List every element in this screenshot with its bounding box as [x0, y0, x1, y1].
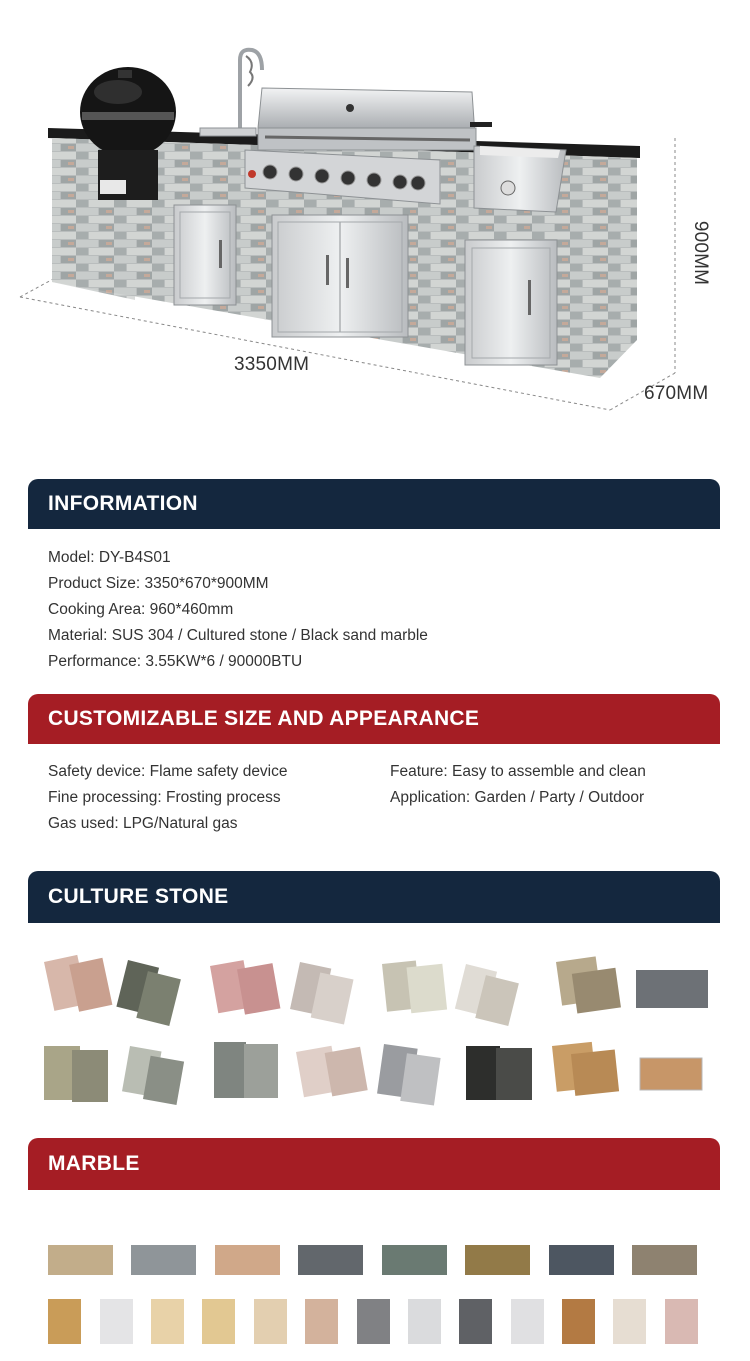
customizable-left-list: [48, 759, 288, 837]
information-list: [48, 545, 428, 675]
stone-swatch: [556, 954, 621, 1016]
list-item: Feature: Easy to assemble and clean: [390, 763, 646, 780]
marble-swatch: [151, 1299, 184, 1344]
list-item: Model: DY-B4S01: [48, 549, 171, 566]
stone-swatch: [296, 1041, 368, 1101]
right-cabinet-door: [465, 240, 557, 365]
list-item: Product Size: 3350*670*900MM: [48, 575, 269, 592]
marble-swatch: [100, 1299, 133, 1344]
marble-swatch: [665, 1299, 698, 1344]
customizable-title: CUSTOMIZABLE SIZE AND APPEARANCE: [48, 707, 480, 730]
marble-swatch: [408, 1299, 441, 1344]
information-header: [28, 479, 720, 529]
list-item: Performance: 3.55KW*6 / 90000BTU: [48, 653, 303, 670]
stone-swatch: [552, 1040, 619, 1098]
marble-swatches: [0, 1240, 750, 1350]
marble-swatch: [305, 1299, 338, 1344]
marble-swatch: [549, 1245, 614, 1275]
marble-swatch: [254, 1299, 287, 1344]
marble-swatch: [632, 1245, 697, 1275]
stone-swatch: [115, 960, 182, 1026]
marble-swatch: [459, 1299, 492, 1344]
marble-swatch: [357, 1299, 390, 1344]
list-item: Fine processing: Frosting process: [48, 789, 281, 806]
marble-swatch: [382, 1245, 447, 1275]
list-item: Cooking Area: 960*460mm: [48, 601, 234, 618]
marble-swatch: [562, 1299, 595, 1344]
stone-swatch: [121, 1046, 185, 1105]
culture-stone-header: [28, 871, 720, 923]
stone-swatch: [466, 1046, 532, 1100]
marble-swatch: [465, 1245, 530, 1275]
stone-swatch: [636, 970, 708, 1008]
marble-swatch: [511, 1299, 544, 1344]
length-dimension-label: 3350MM: [234, 354, 310, 375]
marble-swatch: [202, 1299, 235, 1344]
stone-swatch: [289, 962, 355, 1025]
marble-header: [28, 1138, 720, 1190]
stone-swatch: [44, 950, 112, 1017]
marble-swatch: [298, 1245, 363, 1275]
stone-swatch: [214, 1042, 278, 1098]
height-dimension-label: 900MM: [690, 220, 712, 286]
depth-dimension-label: 670MM: [644, 383, 709, 404]
marble-swatch: [131, 1245, 196, 1275]
list-item: Application: Garden / Party / Outdoor: [390, 789, 645, 806]
stone-swatch: [210, 955, 280, 1019]
marble-title: MARBLE: [48, 1152, 140, 1175]
marble-swatch: [215, 1245, 280, 1275]
stone-swatch: [382, 958, 447, 1016]
marble-swatch: [48, 1299, 81, 1344]
stone-swatch: [454, 964, 520, 1026]
culture-stone-swatches: [0, 950, 750, 1110]
outdoor-kitchen-illustration: [0, 0, 750, 440]
left-cabinet-door: [174, 205, 236, 305]
information-title: INFORMATION: [48, 492, 198, 515]
list-item: Material: SUS 304 / Cultured stone / Black sand marble: [48, 627, 428, 644]
stone-swatch: [640, 1058, 702, 1090]
marble-swatch: [613, 1299, 646, 1344]
list-item: Gas used: LPG/Natural gas: [48, 815, 238, 832]
stone-swatch: [44, 1046, 108, 1102]
customizable-right-list: [390, 759, 646, 811]
customizable-header: [28, 694, 720, 744]
list-item: Safety device: Flame safety device: [48, 763, 288, 780]
marble-swatch: [48, 1245, 113, 1275]
culture-stone-title: CULTURE STONE: [48, 885, 229, 908]
stone-swatch: [376, 1044, 441, 1106]
